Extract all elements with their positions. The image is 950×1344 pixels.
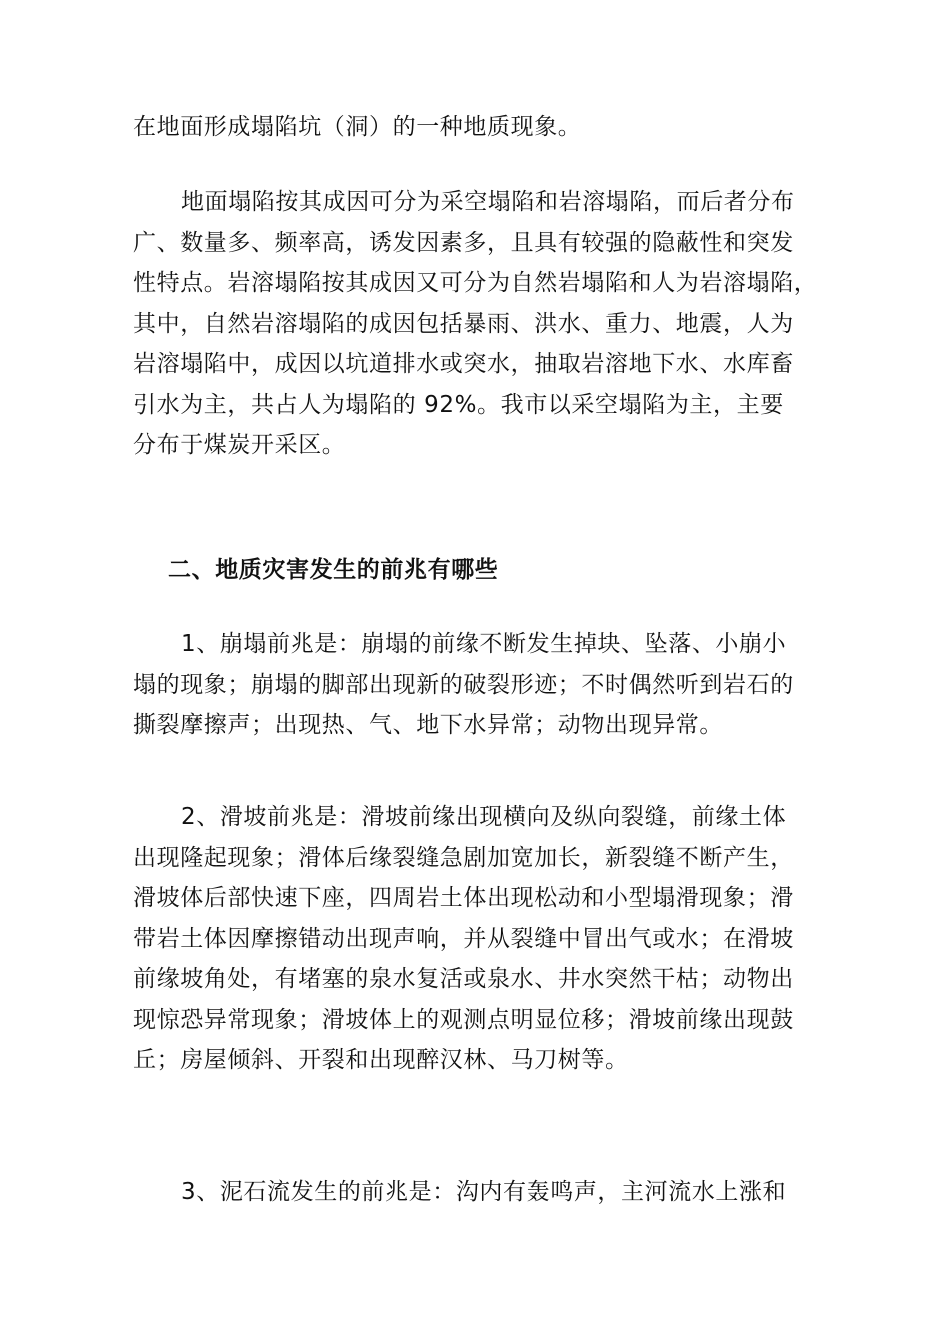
text-line: 在地面形成塌陷坑（洞）的一种地质现象。 [133,114,582,140]
text-line: 岩溶塌陷中，成因以坑道排水或突水，抽取岩溶地下水、水库畜 [133,351,794,377]
text-line: 引水为主，共占人为塌陷的 92%。我市以采空塌陷为主，主要 [133,391,784,418]
text-line: 3、泥石流发生的前兆是：沟内有轰鸣声，主河流水上涨和 [181,1179,787,1205]
text-line: 丘；房屋倾斜、开裂和出现醉汉林、马刀树等。 [133,1047,629,1073]
text-line: 前缘坡角处，有堵塞的泉水复活或泉水、井水突然干枯；动物出 [133,966,794,992]
text-line: 2、滑坡前兆是：滑坡前缘出现横向及纵向裂缝，前缘土体 [181,804,787,830]
text-line: 地面塌陷按其成因可分为采空塌陷和岩溶塌陷，而后者分布 [181,189,795,215]
paragraph-sinkhole-causes [133,182,823,466]
text-line: 带岩土体因摩擦错动出现声响，并从裂缝中冒出气或水；在滑坡 [133,925,794,952]
text-line: 现惊恐异常现象；滑坡体上的观测点明显位移；滑坡前缘出现鼓 [133,1006,794,1033]
text-line: 1、崩塌前兆是：崩塌的前缘不断发生掉块、坠落、小崩小 [181,631,787,657]
text-line: 性特点。岩溶塌陷按其成因又可分为自然岩塌陷和人为岩溶塌陷， [133,270,818,296]
text-line: 塌的现象；崩塌的脚部出现新的破裂形迹；不时偶然听到岩石的 [133,671,794,698]
paragraph-debris-flow-precursors [133,1172,823,1213]
text-line: 滑坡体后部快速下座，四周岩土体出现松动和小型塌滑现象；滑 [133,885,794,911]
text-line: 出现隆起现象；滑体后缘裂缝急剧加宽加长，新裂缝不断产生， [133,844,794,871]
text-line: 其中，自然岩溶塌陷的成因包括暴雨、洪水、重力、地震，人为 [133,310,794,337]
text-line: 撕裂摩擦声；出现热、气、地下水异常；动物出现异常。 [133,712,723,738]
paragraph-sinkhole-definition-end [133,107,823,148]
paragraph-collapse-precursors [133,624,823,746]
section-heading-precursors: 二、地质灾害发生的前兆有哪些 [168,557,499,583]
text-line: 分布于煤炭开采区。 [133,432,346,458]
paragraph-landslide-precursors [133,797,823,1081]
text-line: 广、数量多、频率高，诱发因素多，且具有较强的隐蔽性和突发 [133,229,794,256]
